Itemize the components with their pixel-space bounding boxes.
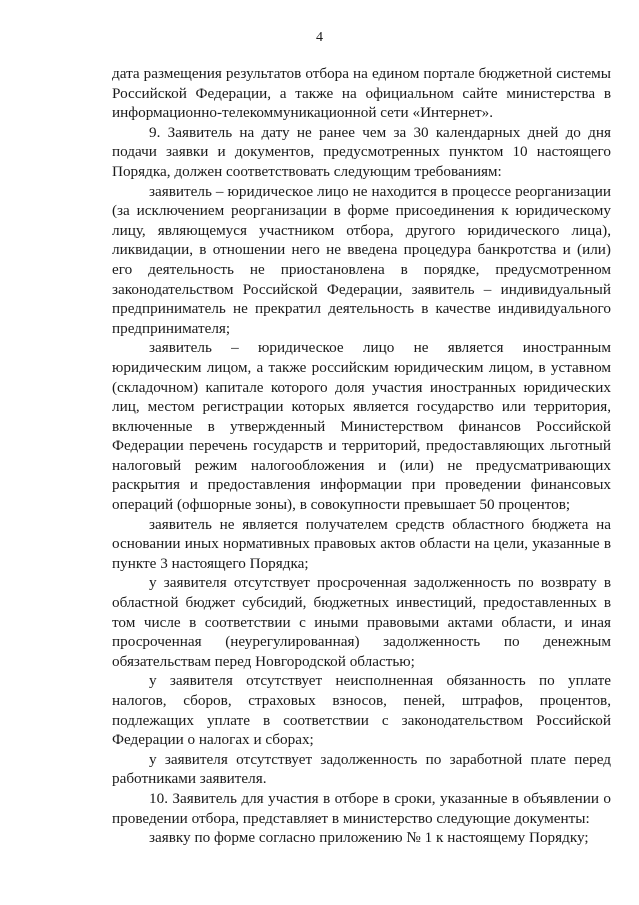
paragraph-clause-10: 10. Заявитель для участия в отборе в сроки, указанные в объявлении о проведении отбора, представляет в министерство следующие документы:: [112, 789, 611, 827]
paragraph: у заявителя отсутствует просроченная задолженность по возврату в областной бюджет субсидий, бюджетных инвестиций, предоставленных в том числе в соответствии с иными правовыми актами области, и иная просроченная (неурегулированная) задолженность по денежным обязательствам перед Новгородской областью;: [112, 574, 611, 670]
page-number: 4: [316, 30, 323, 45]
document-body: [112, 64, 611, 848]
paragraph: заявитель не является получателем средств областного бюджета на основании иных нормативных правовых актов области на цели, указанные в пункте 3 настоящего Порядка;: [112, 515, 611, 572]
paragraph-clause-9: 9. Заявитель на дату не ранее чем за 30 календарных дней до дня подачи заявки и документов, предусмотренных пунктом 10 настоящего Порядка, должен соответствовать следующим требованиям:: [112, 123, 611, 180]
paragraph: дата размещения результатов отбора на едином портале бюджетной системы Российской Федерации, а также на официальном сайте министерства в информационно-телекоммуникационной сети «Интернет».: [112, 65, 611, 122]
paragraph: заявитель – юридическое лицо не находится в процессе реорганизации (за исключением реорганизации в форме присоединения к юридическому лицу, являющемуся участником отбора, другого юридического лица), ликвидации, в отношении него не введена процедура банкротства и (или) его деятельность не приостановлена в порядке, предусмотренном законодательством Российской Федерации, заявитель – индивидуальный предприниматель не прекратил деятельность в качестве индивидуального предпринимателя;: [112, 182, 611, 337]
paragraph: заявитель – юридическое лицо не является иностранным юридическим лицом, а также российским юридическим лицом, в уставном (складочном) капитале которого доля участия иностранных юридических лиц, местом регистрации которых является государство или территория, включенные в утвержденный Министерством финансов Российской Федерации перечень государств и территорий, предоставляющих льготный налоговый режим налогообложения и (или) не предусматривающих раскрытия и предоставления информации при проведении финансовых операций (офшорные зоны), в совокупности превышает 50 процентов;: [112, 339, 611, 514]
paragraph: у заявителя отсутствует неисполненная обязанность по уплате налогов, сборов, страховых взносов, пеней, штрафов, процентов, подлежащих уплате в соответствии с законодательством Российской Федерации о налогах и сборах;: [112, 672, 611, 749]
paragraph: у заявителя отсутствует задолженность по заработной плате перед работниками заявителя.: [112, 750, 611, 788]
paragraph: заявку по форме согласно приложению № 1 к настоящему Порядку;: [149, 829, 589, 847]
